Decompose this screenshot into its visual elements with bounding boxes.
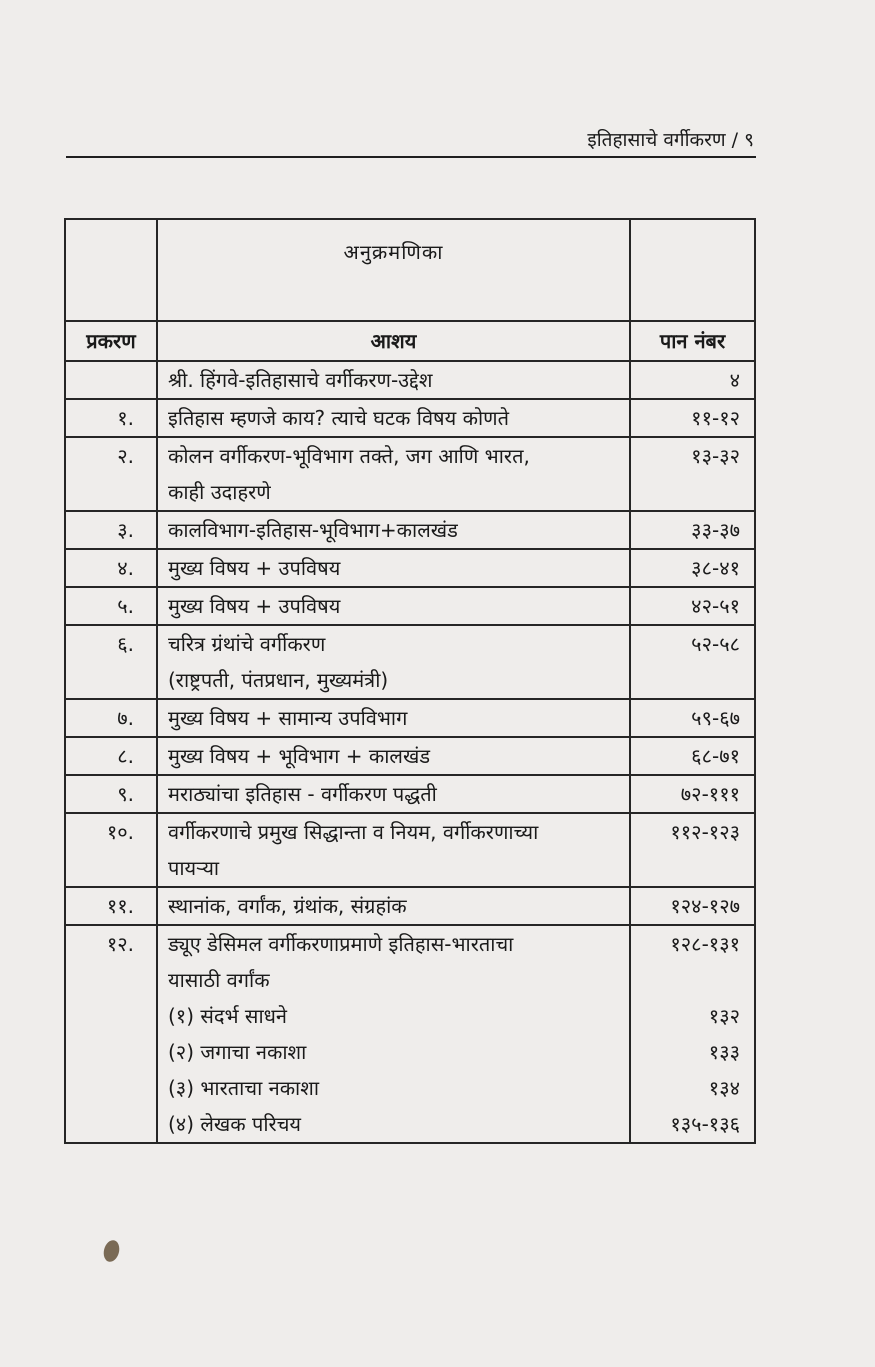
topic-line: मुख्य विषय + उपविषय — [168, 556, 341, 580]
table-row — [65, 775, 755, 813]
page-line: १२८-१३१ — [670, 932, 740, 956]
column-header-topic: आशय — [157, 321, 630, 361]
topic-line: श्री. हिंगवे-इतिहासाचे वर्गीकरण-उद्देश — [168, 368, 433, 392]
page-line: ३३-३७ — [691, 518, 740, 542]
page-line: ३८-४१ — [691, 556, 740, 580]
topic-line: वर्गीकरणाचे प्रमुख सिद्धान्ता व नियम, वर्गीकरणाच्या — [168, 820, 539, 844]
page-header — [66, 124, 756, 158]
topic-line: (राष्ट्रपती, पंतप्रधान, मुख्यमंत्री) — [168, 668, 389, 692]
page-range — [630, 887, 755, 925]
chapter-topic — [157, 737, 630, 775]
topic-line: काही उदाहरणे — [168, 480, 271, 504]
page-line: ११-१२ — [691, 406, 740, 430]
table-row — [65, 887, 755, 925]
page-line: ४ — [729, 368, 740, 392]
topic-line: ड्यूए डेसिमल वर्गीकरणाप्रमाणे इतिहास-भारताचा — [168, 932, 514, 956]
running-title: इतिहासाचे वर्गीकरण / ९ — [587, 129, 754, 151]
chapter-number: १. — [65, 399, 157, 437]
chapter-topic — [157, 511, 630, 549]
topic-line: (२) जगाचा नकाशा — [168, 1040, 307, 1064]
page-line: ७२-१११ — [680, 782, 740, 806]
table-row — [65, 587, 755, 625]
chapter-number: २. — [65, 437, 157, 511]
table-row — [65, 437, 755, 511]
page-range — [630, 361, 755, 399]
page-range — [630, 511, 755, 549]
topic-line: (४) लेखक परिचय — [168, 1112, 302, 1136]
topic-line: मुख्य विषय + उपविषय — [168, 594, 341, 618]
chapter-topic — [157, 813, 630, 887]
page-line: १३-३२ — [691, 444, 740, 468]
chapter-number: ११. — [65, 887, 157, 925]
topic-line: चरित्र ग्रंथांचे वर्गीकरण — [168, 632, 326, 656]
chapter-number — [65, 361, 157, 399]
topic-line: पायऱ्या — [168, 856, 220, 880]
page-line: १२४-१२७ — [670, 894, 740, 918]
topic-line: स्थानांक, वर्गांक, ग्रंथांक, संग्रहांक — [168, 894, 407, 918]
page-line — [631, 962, 740, 998]
topic-line: मराठ्यांचा इतिहास - वर्गीकरण पद्धती — [168, 782, 437, 806]
chapter-topic — [157, 625, 630, 699]
page-line: ५९-६७ — [691, 706, 740, 730]
chapter-number: ५. — [65, 587, 157, 625]
topic-line: इतिहास म्हणजे काय? त्याचे घटक विषय कोणते — [168, 406, 509, 430]
page-range — [630, 813, 755, 887]
page-line: ६८-७१ — [691, 744, 740, 768]
table-row — [65, 625, 755, 699]
topic-line: कोलन वर्गीकरण-भूविभाग तक्ते, जग आणि भारत, — [168, 444, 530, 468]
table-row — [65, 361, 755, 399]
chapter-topic — [157, 437, 630, 511]
chapter-topic — [157, 775, 630, 813]
chapter-topic — [157, 699, 630, 737]
column-header-chapter: प्रकरण — [65, 321, 157, 361]
page-range — [630, 399, 755, 437]
page-range — [630, 437, 755, 511]
table-row — [65, 399, 755, 437]
paper-stain — [101, 1238, 121, 1263]
table-row — [65, 737, 755, 775]
topic-line: मुख्य विषय + भूविभाग + कालखंड — [168, 744, 431, 768]
chapter-topic — [157, 399, 630, 437]
toc-table — [64, 218, 756, 1144]
topic-line: (१) संदर्भ साधने — [168, 1004, 288, 1028]
chapter-number: ६. — [65, 625, 157, 699]
page-line: १३२ — [708, 1004, 740, 1028]
table-row — [65, 925, 755, 1143]
table-row — [65, 813, 755, 887]
table-row — [65, 699, 755, 737]
topic-line: (३) भारताचा नकाशा — [168, 1076, 320, 1100]
chapter-topic — [157, 925, 630, 1143]
chapter-topic — [157, 549, 630, 587]
page-line: ५२-५८ — [691, 632, 740, 656]
table-row — [65, 549, 755, 587]
chapter-number: ७. — [65, 699, 157, 737]
column-header-page: पान नंबर — [630, 321, 755, 361]
page-line: १३३ — [708, 1040, 740, 1064]
chapter-topic — [157, 587, 630, 625]
chapter-number: १२. — [65, 925, 157, 1143]
topic-line: यासाठी वर्गांक — [168, 968, 270, 992]
page-range — [630, 549, 755, 587]
topic-line: मुख्य विषय + सामान्य उपविभाग — [168, 706, 408, 730]
page-line: १३४ — [708, 1076, 740, 1100]
table-row — [65, 511, 755, 549]
toc-title: अनुक्रमणिका — [157, 219, 630, 321]
page-line: ११२-१२३ — [670, 820, 740, 844]
toc-title-row — [65, 219, 755, 321]
chapter-number: १०. — [65, 813, 157, 887]
toc-body — [65, 361, 755, 1143]
chapter-number: ९. — [65, 775, 157, 813]
page-range — [630, 775, 755, 813]
chapter-number: ३. — [65, 511, 157, 549]
page-range — [630, 925, 755, 1143]
page-range — [630, 587, 755, 625]
chapter-topic — [157, 361, 630, 399]
page-range — [630, 625, 755, 699]
topic-line: कालविभाग-इतिहास-भूविभाग+कालखंड — [168, 518, 458, 542]
toc-header-row — [65, 321, 755, 361]
chapter-number: ८. — [65, 737, 157, 775]
page-range — [630, 699, 755, 737]
chapter-number: ४. — [65, 549, 157, 587]
page-range — [630, 737, 755, 775]
chapter-topic — [157, 887, 630, 925]
page-line: १३५-१३६ — [670, 1112, 740, 1136]
page-line: ४२-५१ — [691, 594, 740, 618]
